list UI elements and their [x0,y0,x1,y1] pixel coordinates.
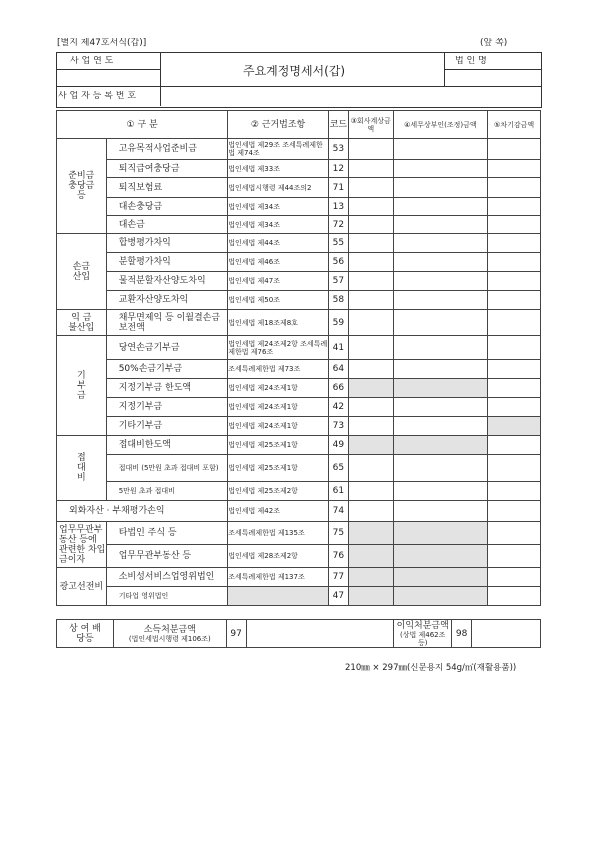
row-cell[interactable] [348,234,393,253]
row-cell[interactable] [488,379,541,398]
row-code: 66 [328,379,348,398]
amount-cell[interactable] [472,620,541,648]
row-cell[interactable] [488,398,541,417]
row-item: 접대비 (5만원 초과 접대비 포함) [106,455,228,482]
row-cell[interactable] [393,291,488,310]
row-cell[interactable] [488,310,541,336]
row-code: 49 [328,436,348,455]
row-code: 77 [328,568,348,587]
row-code: 65 [328,455,348,482]
row-cell [393,436,488,455]
row-cell[interactable] [488,198,541,216]
row-law: 법인세법 제50조 [228,291,329,310]
row-code: 42 [328,398,348,417]
row-cell [393,522,488,545]
row-law: 법인세법 제33조 [228,160,329,178]
row-cell [348,568,393,587]
row-cell[interactable] [488,178,541,198]
row-cell[interactable] [393,216,488,234]
group-label: 손금 산입 [57,234,107,310]
row-item: 합병평가차익 [106,234,228,253]
row-cell[interactable] [393,398,488,417]
row-cell[interactable] [393,160,488,178]
row-code: 58 [328,291,348,310]
row-code: 13 [328,198,348,216]
row-cell[interactable] [393,272,488,291]
row-law: 법인세법 제25조제1항 [228,436,329,455]
row-law: 법인세법 제25조제1항 [228,455,329,482]
group-label: 준비금 충당금등 [57,139,107,234]
amount-cell[interactable] [246,620,394,648]
row-cell[interactable] [488,160,541,178]
row-item: 퇴직급여충당금 [106,160,228,178]
profit-disposal-label: 이익처분금액 [396,620,449,631]
group-label: 업무무관부동산 등에 관련한 차입금이자 [57,522,107,568]
row-law: 법인세법 제25조제2항 [228,482,329,501]
row-item: 접대비한도액 [106,436,228,455]
row-cell[interactable] [488,253,541,272]
row-cell[interactable] [348,336,393,360]
profit-disposal-sub: (상법 제462조 등) [400,630,446,647]
row-law: 법인세법시행령 제44조의2 [228,178,329,198]
row-cell [488,417,541,436]
bonus-label: 상 여 배당등 [57,620,114,648]
row-cell [393,545,488,568]
row-cell[interactable] [348,198,393,216]
row-cell[interactable] [348,216,393,234]
row-cell[interactable] [348,482,393,501]
paper-spec: 210㎜ × 297㎜(신문용지 54g/㎡(재활용품)) [345,663,517,673]
regno-label: 사 업 자 등 록 번 호 [58,91,137,101]
row-cell[interactable] [393,417,488,436]
row-cell[interactable] [348,272,393,291]
row-item: 지정기부금 한도액 [106,379,228,398]
account-table [56,110,541,606]
row-cell[interactable] [348,310,393,336]
row-cell [348,379,393,398]
col-header-code: 코드 [328,111,348,139]
row-cell[interactable] [393,482,488,501]
row-cell[interactable] [488,482,541,501]
group-label: 기 부 금 [57,336,107,436]
row-code: 57 [328,272,348,291]
row-cell [393,587,488,606]
row-cell[interactable] [348,360,393,379]
row-cell[interactable] [488,501,541,522]
row-item: 고유목적사업준비금 [106,139,228,160]
row-law: 법인세법 제28조제2항 [228,545,329,568]
row-cell[interactable] [488,568,541,587]
row-item: 타법인 주식 등 [106,522,228,545]
row-item: 5만원 초과 접대비 [106,482,228,501]
row-law: 법인세법 제44조 [228,234,329,253]
row-law: 법인세법 제34조 [228,216,329,234]
form-label: [별지 제47호서식(갑)] [57,38,147,48]
code-98: 98 [452,620,472,648]
row-code: 74 [328,501,348,522]
row-cell[interactable] [393,178,488,198]
row-cell[interactable] [488,455,541,482]
row-cell[interactable] [393,336,488,360]
page-side-label: (앞 쪽) [480,38,508,48]
row-code: 75 [328,522,348,545]
row-code: 64 [328,360,348,379]
row-cell[interactable] [348,291,393,310]
row-cell[interactable] [393,198,488,216]
row-code: 12 [328,160,348,178]
row-cell[interactable] [488,522,541,545]
col-header-company: ③회사계상금액 [348,111,393,139]
row-item: 퇴직보험료 [106,178,228,198]
row-law: 법인세법 제24조제1항 [228,417,329,436]
row-cell[interactable] [488,234,541,253]
group-label: 광고선전비 [57,568,107,606]
row-law: 법인세법 제46조 [228,253,329,272]
row-code: 72 [328,216,348,234]
row-item: 기타기부금 [106,417,228,436]
col-header-tax: ④세무상부인(조정)금액 [393,111,488,139]
row-item: 당연손금기부금 [106,336,228,360]
row-cell[interactable] [488,436,541,455]
row-item: 업무무관부동산 등 [106,545,228,568]
row-cell [348,587,393,606]
income-disposal-label: 소득처분금액 [143,624,196,635]
page-title: 주요계정명세서(갑) [243,65,346,78]
row-item: 교환자산양도차익 [106,291,228,310]
row-law: 법인세법 제18조제8호 [228,310,329,336]
row-cell[interactable] [348,160,393,178]
row-item: 분할평가차익 [106,253,228,272]
col-header-law: ② 근거법조항 [228,111,329,139]
row-cell[interactable] [393,455,488,482]
row-cell[interactable] [488,216,541,234]
row-law: 조세특례제한법 제135조 [228,522,329,545]
col-header-next: ⑤차기감금액 [488,111,541,139]
row-code: 55 [328,234,348,253]
row-cell [348,522,393,545]
row-cell[interactable] [393,310,488,336]
row-cell [348,436,393,455]
row-cell[interactable] [488,139,541,160]
row-cell[interactable] [488,587,541,606]
row-item: 지정기부금 [106,398,228,417]
row-item: 대손금 [106,216,228,234]
row-law: 법인세법 제24조제2항 조세특례제한법 제76조 [228,336,329,360]
row-code: 47 [328,587,348,606]
income-disposal-cell [113,620,226,648]
row-cell[interactable] [348,253,393,272]
row-code: 56 [328,253,348,272]
row-code: 41 [328,336,348,360]
code-97: 97 [226,620,246,648]
col-header-item: ① 구 분 [57,111,228,139]
row-law: 법인세법 제29조 조세특례제한법 제74조 [228,139,329,160]
row-cell[interactable] [488,360,541,379]
row-law [228,587,329,606]
row-item: 소비성서비스업영위법인 [106,568,228,587]
row-item: 대손충당금 [106,198,228,216]
row-cell[interactable] [393,139,488,160]
row-cell[interactable] [348,417,393,436]
row-item: 채무면제익 등 이월결손금 보전액 [106,310,228,336]
row-code: 76 [328,545,348,568]
row-law: 법인세법 제24조제1항 [228,398,329,417]
row-cell[interactable] [488,545,541,568]
row-cell[interactable] [393,234,488,253]
row-law: 조세특례제한법 제137조 [228,568,329,587]
row-cell[interactable] [393,360,488,379]
row-item: 물적분할자산양도차익 [106,272,228,291]
row-item: 외화자산 · 부채평가손익 [57,501,228,522]
income-disposal-sub: (법인세법시행령 제106조) [128,634,211,643]
row-cell [348,545,393,568]
row-cell[interactable] [488,291,541,310]
distribution-table [56,619,541,648]
row-item: 기타업 영위법인 [106,587,228,606]
row-code: 71 [328,178,348,198]
row-cell[interactable] [393,253,488,272]
year-label: 사 업 연 도 [70,56,114,66]
row-cell[interactable] [348,139,393,160]
row-cell[interactable] [488,336,541,360]
row-cell[interactable] [348,398,393,417]
row-cell[interactable] [348,455,393,482]
row-code: 53 [328,139,348,160]
group-label: 접 대 비 [57,436,107,501]
row-cell [393,379,488,398]
corp-name-label: 법 인 명 [455,56,487,66]
row-code: 59 [328,310,348,336]
row-law: 조세특례제한법 제73조 [228,360,329,379]
row-law: 법인세법 제47조 [228,272,329,291]
row-cell [393,568,488,587]
profit-disposal-cell [394,620,452,648]
row-code: 61 [328,482,348,501]
row-code: 73 [328,417,348,436]
row-law: 법인세법 제34조 [228,198,329,216]
row-law: 법인세법 제24조제1항 [228,379,329,398]
row-cell[interactable] [348,501,393,522]
row-item: 50%손금기부금 [106,360,228,379]
row-cell[interactable] [393,501,488,522]
row-cell[interactable] [488,272,541,291]
row-cell[interactable] [348,178,393,198]
group-label: 익 금 불산입 [57,310,107,336]
row-law: 법인세법 제42조 [228,501,329,522]
